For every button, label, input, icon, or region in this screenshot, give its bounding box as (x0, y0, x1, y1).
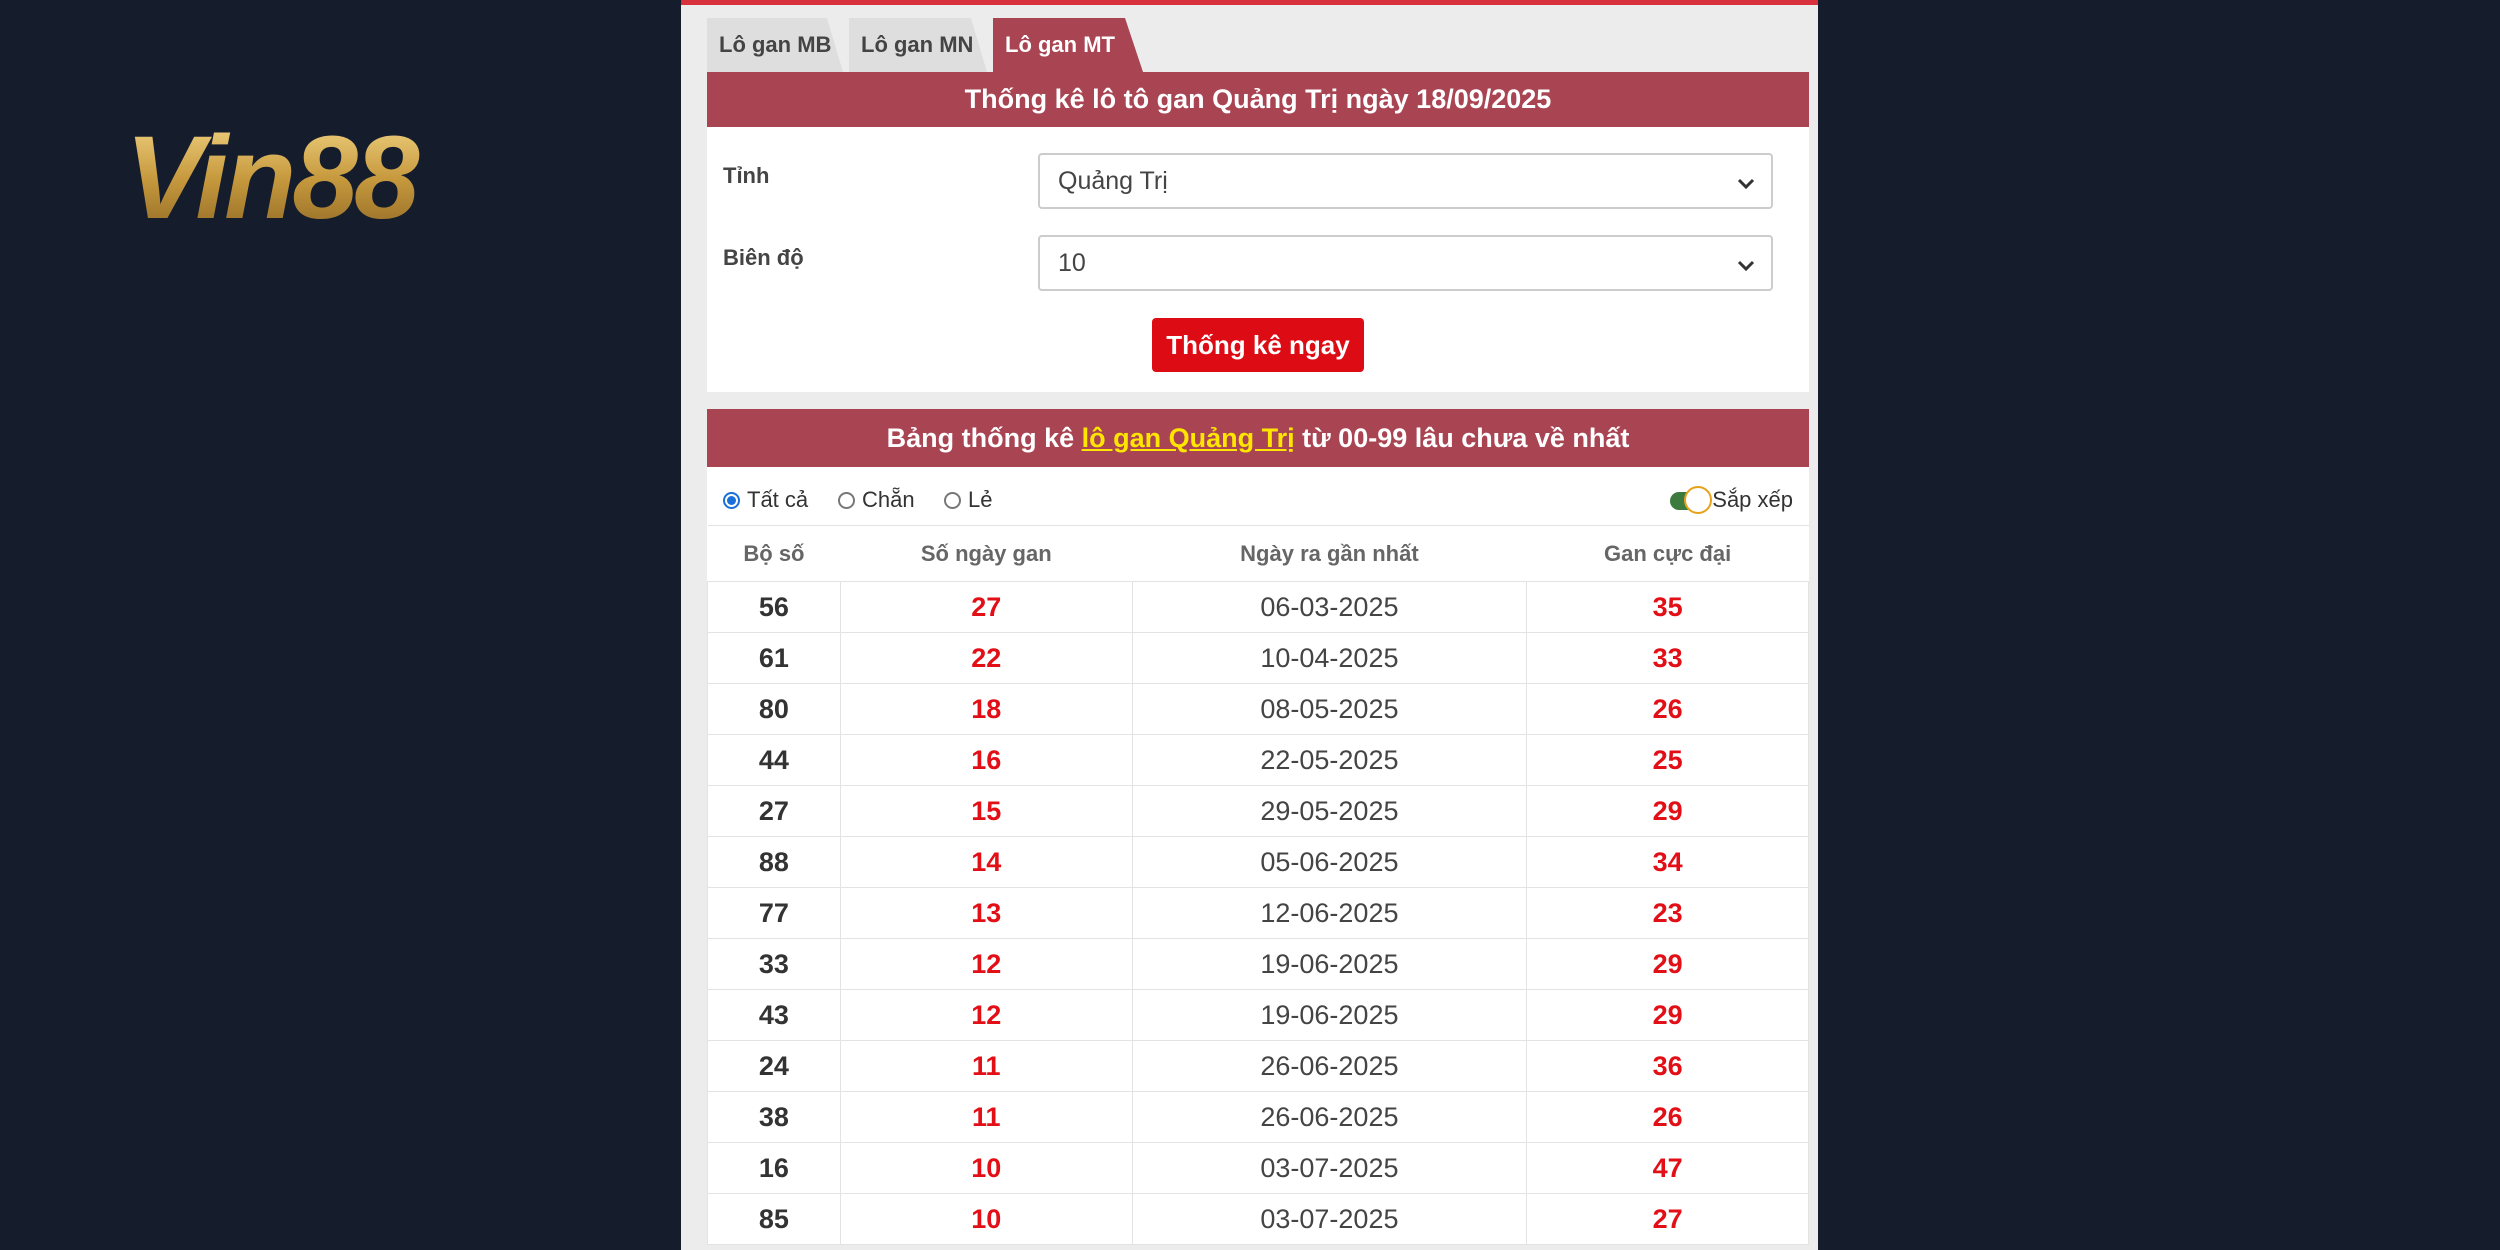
cell-gan-days: 16 (840, 735, 1132, 786)
province-select[interactable] (1038, 153, 1773, 209)
cell-number: 80 (708, 684, 841, 735)
stats-table-card (707, 409, 1809, 1245)
top-accent-line (681, 0, 1818, 5)
cell-gan-days: 12 (840, 939, 1132, 990)
cell-number: 16 (708, 1143, 841, 1194)
table-title-link[interactable]: lô gan Quảng Trị (1081, 423, 1295, 453)
cell-last-date: 26-06-2025 (1132, 1092, 1527, 1143)
radio-even-dot (838, 492, 855, 509)
cell-max-gan: 29 (1527, 990, 1809, 1041)
tab-label: Lô gan MT (1005, 32, 1115, 57)
province-value: Quảng Trị (1058, 167, 1168, 195)
cell-number: 24 (708, 1041, 841, 1092)
range-row (707, 235, 1809, 295)
table-title (707, 409, 1809, 467)
radio-all-label: Tất cả (747, 487, 809, 512)
cell-gan-days: 10 (840, 1194, 1132, 1245)
filter-bar (723, 481, 1793, 517)
cell-max-gan: 26 (1527, 1092, 1809, 1143)
table-body (708, 582, 1809, 1245)
form-title: Thống kê lô tô gan Quảng Trị ngày 18/09/2025 (707, 72, 1809, 127)
cell-max-gan: 27 (1527, 1194, 1809, 1245)
main-panel (681, 0, 1818, 1250)
table-row (708, 1041, 1809, 1092)
cell-number: 85 (708, 1194, 841, 1245)
table-row (708, 939, 1809, 990)
table-row (708, 582, 1809, 633)
cell-max-gan: 23 (1527, 888, 1809, 939)
tab-label: Lô gan MB (719, 32, 832, 57)
vin88-logo (125, 118, 485, 230)
cell-last-date: 10-04-2025 (1132, 633, 1527, 684)
cell-number: 27 (708, 786, 841, 837)
table-row (708, 888, 1809, 939)
cell-number: 56 (708, 582, 841, 633)
tab-bar (707, 18, 1807, 72)
radio-even[interactable] (838, 485, 915, 515)
radio-odd-dot (944, 492, 961, 509)
cell-gan-days: 11 (840, 1041, 1132, 1092)
table-row (708, 1143, 1809, 1194)
table-row (708, 1092, 1809, 1143)
cell-number: 77 (708, 888, 841, 939)
radio-odd-label: Lẻ (968, 487, 993, 512)
cell-gan-days: 10 (840, 1143, 1132, 1194)
range-label: Biên độ (723, 245, 804, 270)
cell-gan-days: 15 (840, 786, 1132, 837)
cell-last-date: 03-07-2025 (1132, 1143, 1527, 1194)
table-row (708, 735, 1809, 786)
cell-last-date: 26-06-2025 (1132, 1041, 1527, 1092)
range-value: 10 (1058, 249, 1086, 277)
radio-all[interactable] (723, 485, 808, 515)
cell-number: 33 (708, 939, 841, 990)
logo-text: Vin88 (125, 118, 416, 230)
cell-max-gan: 33 (1527, 633, 1809, 684)
toggle-switch (1670, 492, 1704, 510)
cell-max-gan: 47 (1527, 1143, 1809, 1194)
cell-last-date: 29-05-2025 (1132, 786, 1527, 837)
tab-label: Lô gan MN (861, 32, 974, 57)
province-label: Tỉnh (723, 163, 770, 188)
cell-max-gan: 34 (1527, 837, 1809, 888)
sort-label: Sắp xếp (1712, 487, 1793, 512)
lo-gan-table (707, 525, 1809, 1245)
table-title-start: Bảng thống kê (886, 423, 1082, 453)
column-header: Gan cực đại (1527, 526, 1809, 582)
cell-max-gan: 36 (1527, 1041, 1809, 1092)
cell-max-gan: 29 (1527, 939, 1809, 990)
table-title-end: từ 00-99 lâu chưa về nhất (1294, 423, 1630, 453)
table-row (708, 990, 1809, 1041)
table-row (708, 786, 1809, 837)
cell-last-date: 19-06-2025 (1132, 939, 1527, 990)
cell-last-date: 08-05-2025 (1132, 684, 1527, 735)
cell-number: 44 (708, 735, 841, 786)
filter-form (707, 72, 1809, 392)
table-row (708, 837, 1809, 888)
cell-gan-days: 13 (840, 888, 1132, 939)
table-header-row (708, 526, 1809, 582)
cell-max-gan: 35 (1527, 582, 1809, 633)
tab-lo-gan-mn[interactable] (849, 18, 987, 72)
chevron-down-icon (1735, 172, 1757, 194)
cell-number: 43 (708, 990, 841, 1041)
cell-last-date: 05-06-2025 (1132, 837, 1527, 888)
range-select[interactable] (1038, 235, 1773, 291)
submit-button[interactable]: Thống kê ngay (1152, 318, 1364, 372)
column-header: Ngày ra gần nhất (1132, 526, 1527, 582)
cell-gan-days: 18 (840, 684, 1132, 735)
cell-number: 38 (708, 1092, 841, 1143)
cell-number: 88 (708, 837, 841, 888)
column-header: Bộ số (708, 526, 841, 582)
table-row (708, 684, 1809, 735)
chevron-down-icon (1735, 254, 1757, 276)
radio-all-dot (723, 492, 740, 509)
cell-max-gan: 25 (1527, 735, 1809, 786)
sort-toggle[interactable] (1670, 485, 1793, 515)
cell-last-date: 06-03-2025 (1132, 582, 1527, 633)
cell-last-date: 19-06-2025 (1132, 990, 1527, 1041)
radio-even-label: Chẵn (862, 487, 915, 512)
cell-last-date: 22-05-2025 (1132, 735, 1527, 786)
cell-gan-days: 27 (840, 582, 1132, 633)
tab-lo-gan-mt[interactable] (993, 18, 1143, 72)
cell-last-date: 03-07-2025 (1132, 1194, 1527, 1245)
cell-gan-days: 22 (840, 633, 1132, 684)
radio-odd[interactable] (944, 485, 992, 515)
table-row (708, 1194, 1809, 1245)
province-row (707, 153, 1809, 213)
column-header: Số ngày gan (840, 526, 1132, 582)
cell-gan-days: 11 (840, 1092, 1132, 1143)
cell-last-date: 12-06-2025 (1132, 888, 1527, 939)
cell-max-gan: 26 (1527, 684, 1809, 735)
cell-max-gan: 29 (1527, 786, 1809, 837)
cell-gan-days: 12 (840, 990, 1132, 1041)
cell-number: 61 (708, 633, 841, 684)
tab-lo-gan-mb[interactable] (707, 18, 843, 72)
cell-gan-days: 14 (840, 837, 1132, 888)
table-row (708, 633, 1809, 684)
